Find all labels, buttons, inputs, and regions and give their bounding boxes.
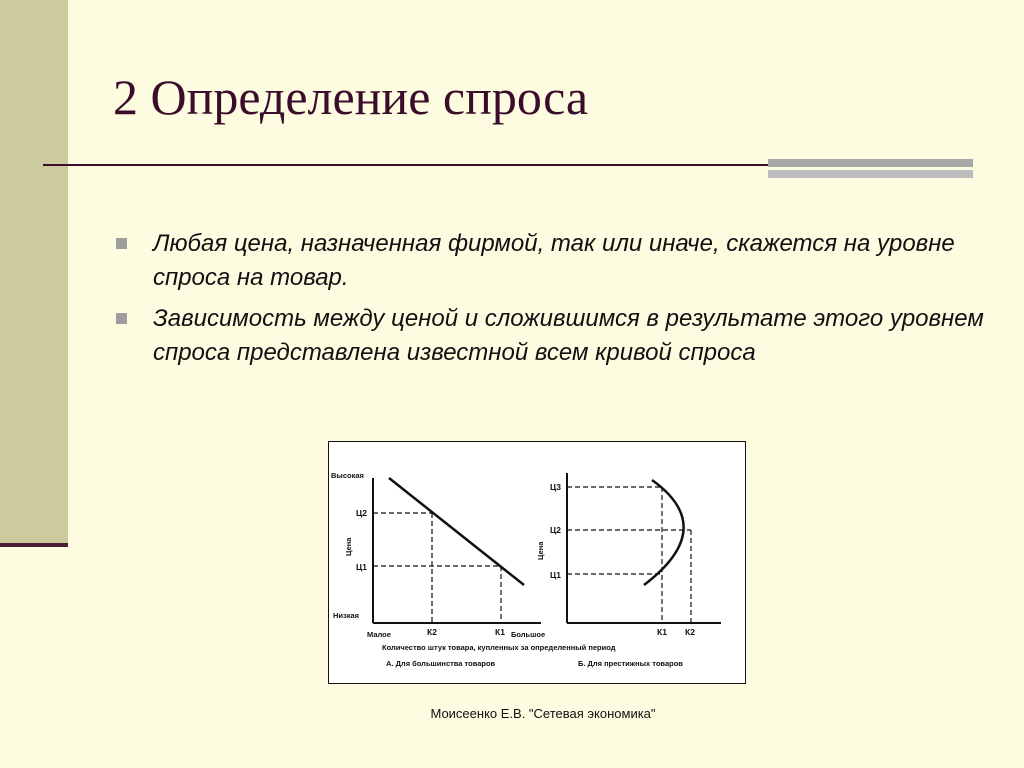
slide-title: 2 Определение спроса xyxy=(113,69,589,125)
demand-curve-figure xyxy=(328,441,746,684)
panel-a-y-bottom-label: Низкая xyxy=(333,611,360,620)
bullet-item xyxy=(113,227,993,295)
square-bullet-icon xyxy=(116,238,127,249)
square-bullet-icon xyxy=(116,313,127,324)
panel-a-y-top-label: Высокая xyxy=(331,471,364,480)
bullet-list xyxy=(113,227,993,377)
panel-a-demand-line xyxy=(389,478,524,585)
bullet-text: Зависимость между ценой и сложившимся в результате этого уровнем спроса представлена известной всем кривой спроса xyxy=(153,305,984,366)
title-accent-bar xyxy=(768,159,973,167)
panel-a-y-axis-label: Цена xyxy=(344,537,353,556)
demand-curves-svg xyxy=(329,442,745,683)
bullet-item xyxy=(113,302,993,370)
panel-a-x-tick-k1: К1 xyxy=(495,627,505,637)
panel-b-y-tick-c3: Ц3 xyxy=(550,482,561,492)
bullet-text: Любая цена, назначенная фирмой, так или иначе, скажется на уровне спроса на товар. xyxy=(153,230,955,291)
panel-a-x-right-label: Большое xyxy=(511,630,546,639)
panel-b-y-tick-c1: Ц1 xyxy=(550,570,561,580)
title-accent-bar-lower xyxy=(768,170,973,178)
panel-b-demand-curve xyxy=(644,480,684,585)
panel-b-y-axis-label: Цена xyxy=(536,541,545,560)
title-divider xyxy=(43,164,803,166)
panel-a-x-tick-k2: К2 xyxy=(427,627,437,637)
panel-a-caption: А. Для большинства товаров xyxy=(386,659,496,668)
panel-a-x-left-label: Малое xyxy=(367,630,391,639)
panel-a-y-tick-c1: Ц1 xyxy=(356,562,367,572)
panel-b-x-tick-k2: К2 xyxy=(685,627,695,637)
panel-a-y-tick-c2: Ц2 xyxy=(356,508,367,518)
panel-b-x-tick-k1: К1 xyxy=(657,627,667,637)
panel-b-y-tick-c2: Ц2 xyxy=(550,525,561,535)
left-decor-line xyxy=(0,543,68,547)
panel-b-caption: Б. Для престижных товаров xyxy=(578,659,683,668)
x-axis-caption: Количество штук товара, купленных за определенный период xyxy=(382,643,616,652)
left-decor-band xyxy=(0,0,68,545)
footer-credit: Моисеенко Е.В. "Сетевая экономика" xyxy=(430,706,656,721)
